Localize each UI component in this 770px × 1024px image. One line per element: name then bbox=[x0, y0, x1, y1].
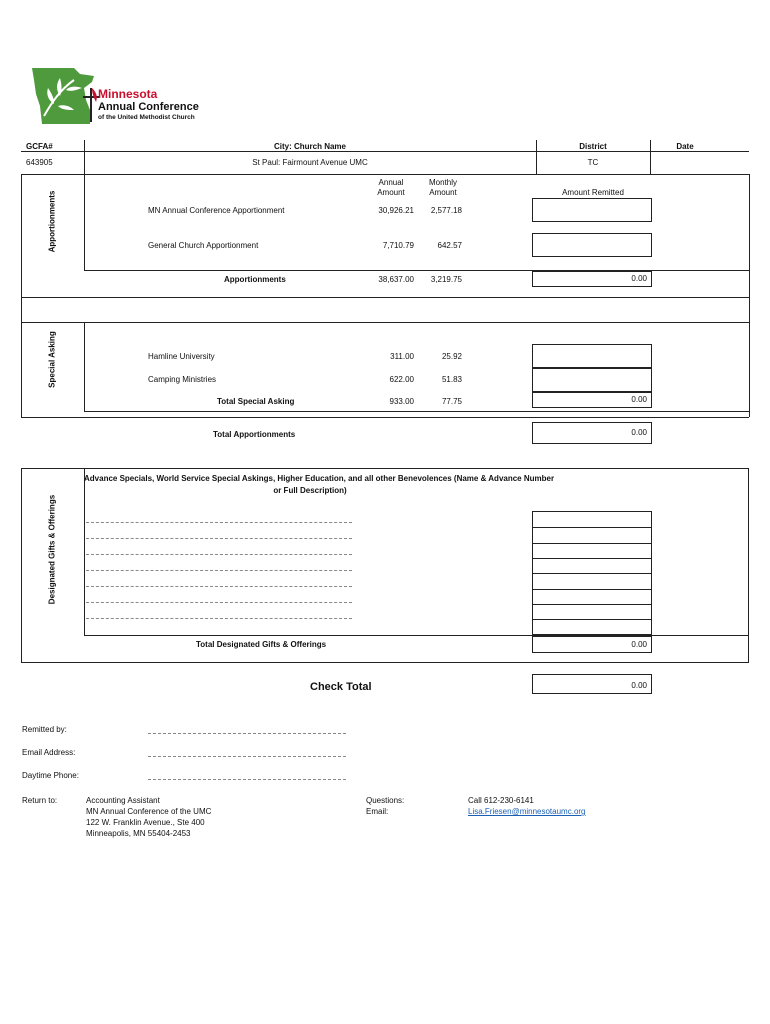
designated-line-4[interactable] bbox=[86, 570, 352, 571]
district-label: District bbox=[579, 142, 607, 151]
apportionment-row-name: General Church Apportionment bbox=[148, 241, 259, 250]
special-asking-total-annual: 933.00 bbox=[389, 397, 414, 406]
designated-description: Advance Specials, World Service Special Askings, Higher Education, and all other Benevolences (Name & Advance Number bbox=[84, 474, 555, 483]
remitted-input-hamline[interactable] bbox=[532, 344, 652, 368]
logo-line-3: of the United Methodist Church bbox=[98, 114, 195, 121]
daytime-phone-line[interactable] bbox=[148, 779, 346, 780]
conference-logo bbox=[30, 66, 220, 128]
apportionment-row-annual: 30,926.21 bbox=[378, 206, 414, 215]
check-total-value: 0.00 bbox=[631, 681, 647, 690]
designated-line-3[interactable] bbox=[86, 554, 352, 555]
address-line: Minneapolis, MN 55404-2453 bbox=[86, 829, 191, 838]
designated-total-remitted[interactable] bbox=[532, 636, 652, 653]
special-asking-row-name: Hamline University bbox=[148, 352, 215, 361]
remitted-input-general-apportionment[interactable] bbox=[532, 233, 652, 257]
check-total-label: Check Total bbox=[310, 681, 372, 693]
apportionments-total-remitted[interactable] bbox=[532, 271, 652, 287]
special-asking-total-label: Total Special Asking bbox=[217, 397, 295, 406]
return-to-label: Return to: bbox=[22, 796, 58, 805]
city-value[interactable]: St Paul: Fairmount Avenue UMC bbox=[252, 158, 368, 167]
annual-amount-header: Annual Amount bbox=[377, 178, 405, 197]
city-label: City: Church Name bbox=[273, 142, 346, 151]
total-apportionments-label: Total Apportionments bbox=[213, 430, 296, 439]
apportionments-total-label: Apportionments bbox=[224, 275, 286, 284]
designated-line-1[interactable] bbox=[86, 522, 352, 523]
email-address-label: Email Address: bbox=[22, 748, 76, 757]
special-asking-row-annual: 622.00 bbox=[389, 375, 414, 384]
special-asking-row-monthly: 51.83 bbox=[441, 375, 462, 384]
special-asking-total-remitted-value: 0.00 bbox=[631, 395, 647, 404]
gcfa-label: GCFA# bbox=[26, 142, 53, 151]
designated-line-6[interactable] bbox=[86, 602, 352, 603]
designated-amount-column[interactable] bbox=[532, 511, 652, 635]
apportionments-total-remitted-value: 0.00 bbox=[631, 274, 647, 283]
designated-total-label: Total Designated Gifts & Offerings bbox=[196, 640, 327, 649]
total-apportionments-remitted-value: 0.00 bbox=[631, 428, 647, 437]
apportionments-total-annual: 38,637.00 bbox=[378, 275, 414, 284]
apportionment-row-monthly: 642.57 bbox=[437, 241, 462, 250]
designated-total-remitted-value: 0.00 bbox=[631, 640, 647, 649]
apportionment-row-annual: 7,710.79 bbox=[382, 241, 414, 250]
special-asking-row-name: Camping Ministries bbox=[148, 375, 217, 384]
total-apportionments-remitted[interactable] bbox=[532, 422, 652, 444]
designated-gifts-section-label: Designated Gifts & Offerings bbox=[47, 494, 57, 605]
minnesota-map-icon bbox=[30, 66, 100, 128]
amount-remitted-header: Amount Remitted bbox=[562, 188, 624, 197]
apportionments-total-monthly: 3,219.75 bbox=[430, 275, 462, 284]
email-label: Email: bbox=[366, 807, 389, 816]
special-asking-section-label: Special Asking bbox=[47, 331, 57, 388]
remitted-input-mn-apportionment[interactable] bbox=[532, 198, 652, 222]
district-value[interactable]: TC bbox=[587, 158, 599, 167]
check-total-box[interactable] bbox=[532, 674, 652, 694]
phone-number: Call 612-230-6141 bbox=[468, 796, 534, 805]
gcfa-value[interactable]: 643905 bbox=[26, 158, 53, 167]
daytime-phone-label: Daytime Phone: bbox=[22, 771, 79, 780]
apportionment-row-name: MN Annual Conference Apportionment bbox=[148, 206, 285, 215]
apportionments-section-label: Apportionments bbox=[47, 190, 57, 253]
contact-email-link[interactable]: Lisa.Friesen@minnesotaumc.org bbox=[468, 807, 586, 816]
questions-label: Questions: bbox=[366, 796, 405, 805]
monthly-amount-header: Monthly Amount bbox=[428, 178, 457, 197]
designated-description-line-2: or Full Description) bbox=[273, 486, 347, 495]
remitted-input-camping[interactable] bbox=[532, 368, 652, 392]
logo-line-2: Annual Conference bbox=[98, 101, 199, 113]
remitted-by-line[interactable] bbox=[148, 733, 346, 734]
remitted-by-label: Remitted by: bbox=[22, 725, 67, 734]
special-asking-row-monthly: 25.92 bbox=[441, 352, 462, 361]
apportionment-row-monthly: 2,577.18 bbox=[430, 206, 462, 215]
special-asking-total-remitted[interactable] bbox=[532, 392, 652, 408]
email-address-line[interactable] bbox=[148, 756, 346, 757]
date-label: Date bbox=[676, 142, 694, 151]
address-line: Accounting Assistant bbox=[86, 796, 160, 805]
special-asking-total-monthly: 77.75 bbox=[441, 397, 462, 406]
address-line: MN Annual Conference of the UMC bbox=[86, 807, 212, 816]
logo-line-1: Minnesota bbox=[98, 87, 158, 101]
designated-line-7[interactable] bbox=[86, 618, 352, 619]
designated-line-2[interactable] bbox=[86, 538, 352, 539]
special-asking-row-annual: 311.00 bbox=[390, 352, 414, 361]
address-line: 122 W. Franklin Avenue., Ste 400 bbox=[86, 818, 205, 827]
designated-line-5[interactable] bbox=[86, 586, 352, 587]
